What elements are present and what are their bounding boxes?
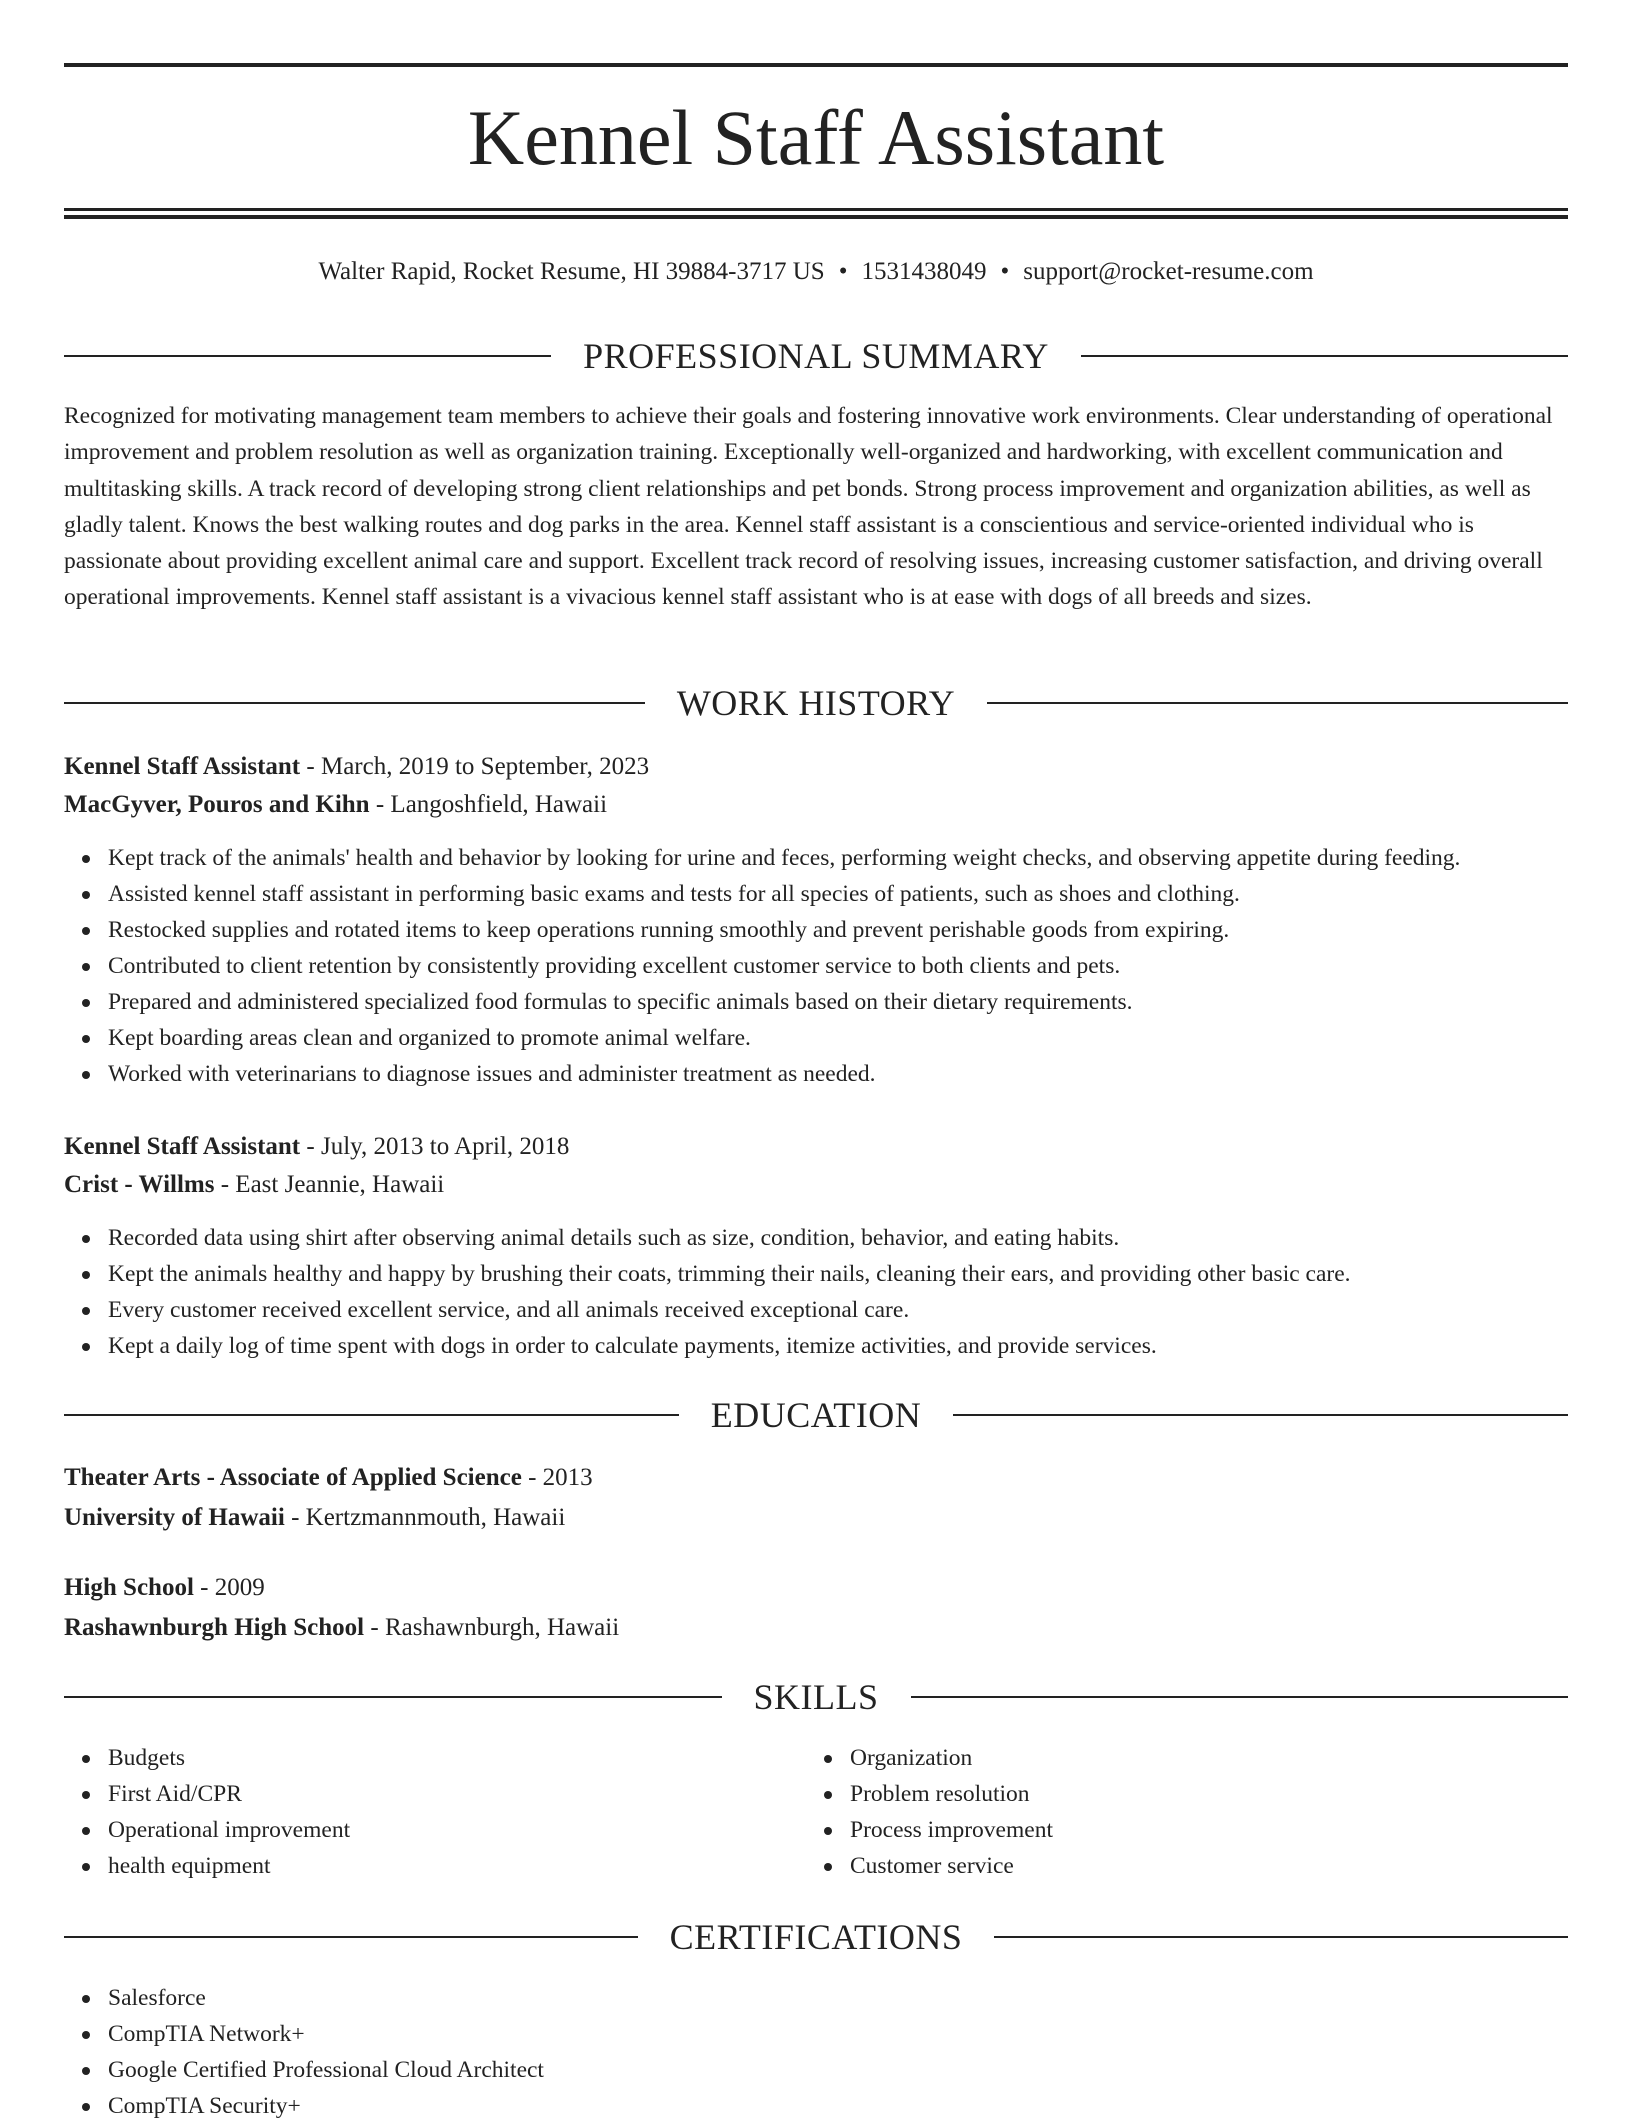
list-item: Salesforce (108, 1980, 1612, 2016)
education-degree: High School (64, 1574, 194, 1601)
education-degree-line (64, 1569, 1568, 1607)
list-item: Kept a daily log of time spent with dogs in order to calculate payments, itemize activities, and provide services. (108, 1328, 1612, 1364)
job-title: Kennel Staff Assistant (64, 753, 301, 780)
education-school-line (64, 1609, 1568, 1647)
education-year: 2009 (214, 1574, 265, 1601)
contact-separator: • (838, 258, 848, 285)
section-heading-certifications (64, 1915, 1568, 1959)
heading-rule (64, 702, 645, 704)
job-bullets (64, 840, 1612, 1092)
heading-rule (987, 702, 1568, 704)
contact-email: support@rocket-resume.com (1023, 258, 1314, 285)
list-item: Budgets (108, 1740, 1612, 1776)
list-item: Organization (850, 1740, 1632, 1776)
top-rule (64, 63, 1568, 67)
resume-title: Kennel Staff Assistant (467, 94, 1165, 181)
dash: - (300, 1133, 321, 1160)
dash: - (284, 1504, 306, 1531)
job-company-line (64, 786, 1568, 824)
job-company: Crist - Willms (64, 1171, 215, 1198)
list-item: Worked with veterinarians to diagnose issues and administer treatment as needed. (108, 1056, 1612, 1092)
job-bullets (64, 1220, 1612, 1364)
heading-rule (64, 1414, 679, 1416)
education-school: University of Hawaii (64, 1504, 285, 1531)
summary-text: Recognized for motivating management team members to achieve their goals and fostering innovative work environments. Clear understanding of operational improvement and problem resolution as well as organization training. Exceptionally well-organized and hardworking, with excellent communication and multitasking skills. A track record of developing strong client relationships and pet bonds. Strong process improvement and organization abilities, as well as gladly talent. Knows the best walking routes and dog parks in the area. Kennel staff assistant is a conscientious and service-oriented individual who is passionate about providing excellent animal care and support. Excellent track record of resolving issues, increasing customer satisfaction, and driving overall operational improvements. Kennel staff assistant is a vivacious kennel staff assistant who is at ease with dogs of all breeds and sizes. (64, 403, 1553, 611)
list-item: Contributed to client retention by consistently providing excellent customer service to both clients and pets. (108, 948, 1612, 984)
job-location: Langoshfield, Hawaii (390, 791, 608, 818)
list-item: Google Certified Professional Cloud Architect (108, 2052, 1612, 2088)
heading-rule (1081, 355, 1568, 357)
title-rule-lower (64, 215, 1568, 219)
list-item: First Aid/CPR (108, 1776, 1612, 1812)
list-item: health equipment (108, 1848, 1612, 1884)
contact-address: Walter Rapid, Rocket Resume, HI 39884-3717 US (318, 258, 825, 285)
dash: - (521, 1464, 543, 1491)
section-heading-skills (64, 1675, 1568, 1719)
section-title: EDUCATION (710, 1395, 922, 1435)
heading-rule (64, 1696, 722, 1698)
heading-rule (994, 1936, 1568, 1938)
list-item: Kept track of the animals' health and behavior by looking for urine and feces, performing weight checks, and observing appetite during feeding. (108, 840, 1612, 876)
dash: - (364, 1614, 385, 1641)
list-item: Recorded data using shirt after observing animal details such as size, condition, behavior, and eating habits. (108, 1220, 1612, 1256)
section-heading-education (64, 1393, 1568, 1437)
job-title-line (64, 1128, 1568, 1166)
list-item: Kept boarding areas clean and organized to promote animal welfare. (108, 1020, 1612, 1056)
list-item: CompTIA Security+ (108, 2088, 1612, 2124)
contact-phone: 1531438049 (861, 258, 987, 285)
list-item: Customer service (850, 1848, 1632, 1884)
list-item: Problem resolution (850, 1776, 1632, 1812)
heading-rule (911, 1696, 1569, 1698)
education-school: Rashawnburgh High School (64, 1614, 365, 1641)
job-title-line (64, 748, 1568, 786)
section-heading-summary (64, 334, 1568, 378)
job-location: East Jeannie, Hawaii (235, 1171, 445, 1198)
section-heading-work (64, 681, 1568, 725)
list-item: Assisted kennel staff assistant in performing basic exams and tests for all species of patients, such as shoes and clothing. (108, 876, 1612, 912)
title-rule-upper (64, 208, 1568, 211)
job-company-line (64, 1166, 1568, 1204)
job-title: Kennel Staff Assistant (64, 1133, 301, 1160)
job-dates: July, 2013 to April, 2018 (320, 1133, 570, 1160)
list-item: Process improvement (850, 1812, 1632, 1848)
section-title: CERTIFICATIONS (669, 1917, 963, 1957)
education-school-line (64, 1499, 1568, 1537)
list-item: Operational improvement (108, 1812, 1612, 1848)
job-company: MacGyver, Pouros and Kihn (64, 791, 370, 818)
section-title: PROFESSIONAL SUMMARY (583, 336, 1049, 376)
dash: - (193, 1574, 215, 1601)
heading-rule (953, 1414, 1568, 1416)
skills-list-right (806, 1740, 1632, 1884)
education-degree: Theater Arts - Associate of Applied Science (64, 1464, 522, 1491)
list-item: Restocked supplies and rotated items to keep operations running smoothly and prevent perishable goods from expiring. (108, 912, 1612, 948)
dash: - (214, 1171, 236, 1198)
heading-rule (64, 355, 551, 357)
dash: - (369, 791, 391, 818)
list-item: CompTIA Network+ (108, 2016, 1612, 2052)
heading-rule (64, 1936, 638, 1938)
education-location: Kertzmannmouth, Hawaii (305, 1504, 566, 1531)
dash: - (300, 753, 321, 780)
job-dates: March, 2019 to September, 2023 (320, 753, 650, 780)
education-degree-line (64, 1459, 1568, 1497)
education-location: Rashawnburgh, Hawaii (384, 1614, 620, 1641)
list-item: Every customer received excellent service, and all animals received exceptional care. (108, 1292, 1612, 1328)
section-title: SKILLS (753, 1677, 879, 1717)
education-year: 2013 (542, 1464, 593, 1491)
contact-line (64, 252, 1568, 292)
certifications-list (64, 1980, 1612, 2124)
list-item: Prepared and administered specialized food formulas to specific animals based on their dietary requirements. (108, 984, 1612, 1020)
list-item: Kept the animals healthy and happy by brushing their coats, trimming their nails, cleaning their ears, and providing other basic care. (108, 1256, 1612, 1292)
section-title: WORK HISTORY (676, 683, 956, 723)
contact-separator: • (1000, 258, 1010, 285)
